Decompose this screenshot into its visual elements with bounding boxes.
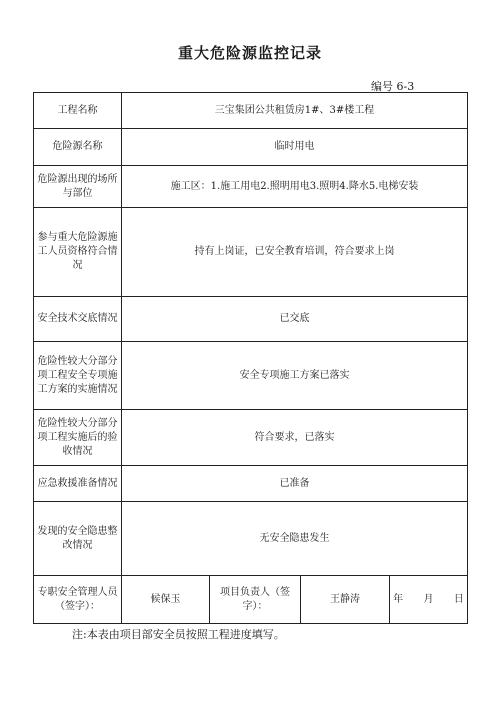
row-value-special-plan: 安全专项施工方案已落实 bbox=[122, 342, 468, 410]
monitoring-record-table bbox=[33, 92, 468, 624]
row-value-acceptance: 符合要求，已落实 bbox=[122, 410, 468, 466]
row-value-emergency: 已准备 bbox=[122, 466, 468, 502]
table-row bbox=[34, 342, 468, 410]
table-row bbox=[34, 297, 468, 342]
signature-row bbox=[34, 576, 468, 624]
table-row bbox=[34, 410, 468, 466]
row-label-personnel-qualification: 参与重大危险源施工人员资格符合情况 bbox=[34, 208, 122, 297]
table-row bbox=[34, 502, 468, 576]
date-day: 日 bbox=[453, 593, 464, 605]
row-label-hazard-location: 危险源出现的场所与部位 bbox=[34, 166, 122, 208]
row-label-acceptance: 危险性较大分部分项工程实施后的验收情况 bbox=[34, 410, 122, 466]
row-label-hazard-rectification: 发现的安全隐患整改情况 bbox=[34, 502, 122, 576]
safety-manager-signature: 候保玉 bbox=[122, 576, 210, 624]
footnote: 注:本表由项目部安全员按照工程进度填写。 bbox=[72, 628, 285, 641]
row-value-hazard-location: 施工区：1.施工用电2.照明用电3.照明4.降水5.电梯安装 bbox=[122, 166, 468, 208]
form-code: 编号 6-3 bbox=[371, 80, 415, 93]
table-row bbox=[34, 166, 468, 208]
safety-manager-label: 专职安全管理人员（签字）： bbox=[34, 576, 122, 624]
row-value-hazard-name: 临时用电 bbox=[122, 129, 468, 166]
row-value-hazard-rectification: 无安全隐患发生 bbox=[122, 502, 468, 576]
row-label-emergency: 应急救援准备情况 bbox=[34, 466, 122, 502]
document-title: 重大危险源监控记录 bbox=[177, 44, 322, 62]
row-value-project-name: 三宝集团公共租赁房1#、3#楼工程 bbox=[122, 93, 468, 129]
table-row bbox=[34, 93, 468, 129]
table-row bbox=[34, 208, 468, 297]
row-value-personnel-qualification: 持有上岗证，已安全教育培训，符合要求上岗 bbox=[122, 208, 468, 297]
project-lead-label: 项目负责人（签字）： bbox=[210, 576, 301, 624]
project-lead-signature: 王静涛 bbox=[301, 576, 390, 624]
table-row bbox=[34, 466, 468, 502]
row-value-safety-briefing: 已交底 bbox=[122, 297, 468, 342]
signature-date bbox=[390, 576, 468, 624]
date-month: 月 bbox=[423, 593, 434, 605]
date-year: 年 bbox=[393, 593, 404, 605]
row-label-special-plan: 危险性较大分部分项工程安全专项施工方案的实施情况 bbox=[34, 342, 122, 410]
row-label-project-name: 工程名称 bbox=[34, 93, 122, 129]
table-row bbox=[34, 129, 468, 166]
row-label-hazard-name: 危险源名称 bbox=[34, 129, 122, 166]
row-label-safety-briefing: 安全技术交底情况 bbox=[34, 297, 122, 342]
